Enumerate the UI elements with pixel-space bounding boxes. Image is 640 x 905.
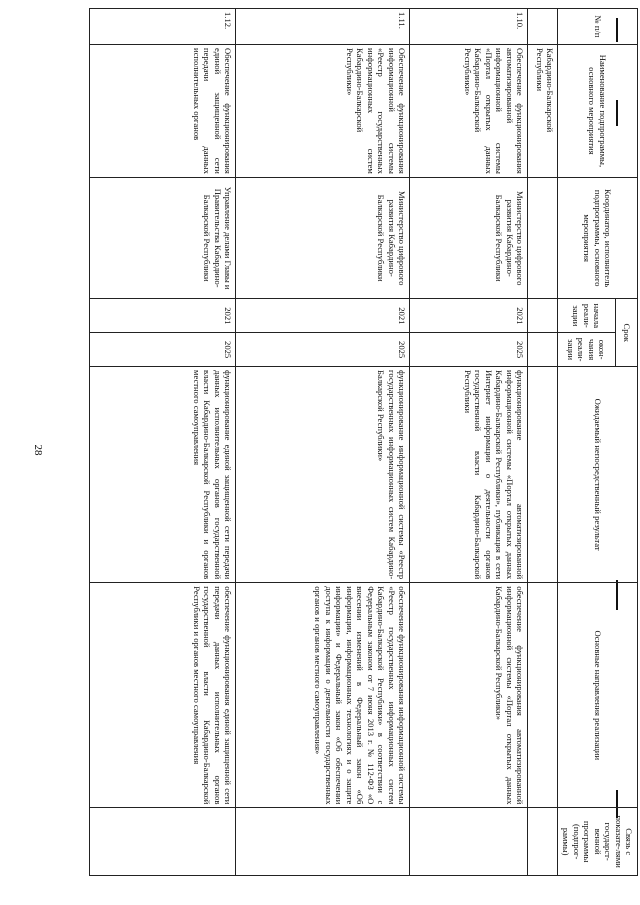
row-end: 2025: [90, 333, 236, 367]
continuation-cell: Кабардино-Балкарской Республики: [528, 45, 558, 178]
row-end: 2025: [410, 333, 528, 367]
col-coordinator: Координатор, исполнитель подпрограммы, основного мероприятия: [558, 177, 638, 299]
row-coordinator: Министерство цифрового развития Кабардино-Балкарской Республики: [410, 177, 528, 299]
row-end: 2025: [236, 333, 410, 367]
table-row: [410, 9, 528, 876]
col-directions: Основные направления реализации: [558, 583, 638, 808]
row-name: Обеспечение функционирования автоматизированной информационной системы «Портал открытых данных Кабардино-Балкарской Республики»: [410, 45, 528, 178]
row-start: 2021: [410, 299, 528, 333]
row-result: функционирование информационной системы «Реестр государственных информационных систем Кабардино-Балкарской Республики»: [236, 367, 410, 583]
row-link: [410, 808, 528, 876]
row-num: 1.10.: [410, 9, 528, 45]
table-row: [528, 9, 558, 876]
program-table: [89, 8, 638, 876]
col-end: окон-чания реали-зации: [558, 333, 616, 367]
row-name: Обеспечение функционирования информационной системы «Реестр государственных информационных систем Кабардино-Балкарской Республики»: [236, 45, 410, 178]
row-link: [90, 808, 236, 876]
row-num: 1.11.: [236, 9, 410, 45]
row-directions: обеспечение функционирования автоматизированной информационной системы «Портал открытых данных Кабардино-Балкарской Республики»: [410, 583, 528, 808]
rotated-table-page: [86, 8, 638, 876]
row-result: функционирование единой защищенной сети передачи данных исполнительных органов государственной власти Кабардино-Балкарской Республики и органов местного самоуправления: [90, 367, 236, 583]
row-start: 2021: [90, 299, 236, 333]
row-link: [236, 808, 410, 876]
row-result: функционирование автоматизированной информационной системы «Портал открытых данных Кабардино-Балкарской Республики», публикация в сети Интернет информации о деятельности органов государственной власти Кабардино-Балкарской Республики: [410, 367, 528, 583]
col-term: Срок: [616, 299, 638, 367]
row-coordinator: Министерство цифрового развития Кабардино-Балкарской Республики: [236, 177, 410, 299]
page-number: 28: [32, 444, 44, 456]
row-directions: обеспечение функционирования единой защищенной сети передачи данных исполнительных органов государственной власти Кабардино-Балкарской Республики и органов местного самоуправления: [90, 583, 236, 808]
row-start: 2021: [236, 299, 410, 333]
col-link: Связь с показате-лями государст-венной программы (подпрог-раммы): [558, 808, 638, 876]
row-coordinator: Управление делами Главы и Правительства Кабардино-Балкарской Республики: [90, 177, 236, 299]
table-row: [236, 9, 410, 876]
col-start: начала реали-зации: [558, 299, 616, 333]
row-num: 1.12.: [90, 9, 236, 45]
row-directions: обеспечение функционирования информационной системы «Реестр государственных информационных систем Кабардино-Балкарской Республики» в соответствии с Федеральным законом от 7 июня 2013 г. № 112-ФЗ «О внесении изменений в Федеральный закон «Об информации, информационных технологиях и о защите информации» и Федеральный закон «Об обеспечении доступа к информации о деятельности государственных органов и органов местного самоуправления»: [236, 583, 410, 808]
row-name: Обеспечение функционирования единой защищенной сети передачи данных исполнительных органов: [90, 45, 236, 178]
col-name: Наименование подпрограммы, основного мероприятия: [558, 45, 638, 178]
col-num: № п/п: [558, 9, 638, 45]
table-row: [90, 9, 236, 876]
col-result: Ожидаемый непосредственный результат: [558, 367, 638, 583]
